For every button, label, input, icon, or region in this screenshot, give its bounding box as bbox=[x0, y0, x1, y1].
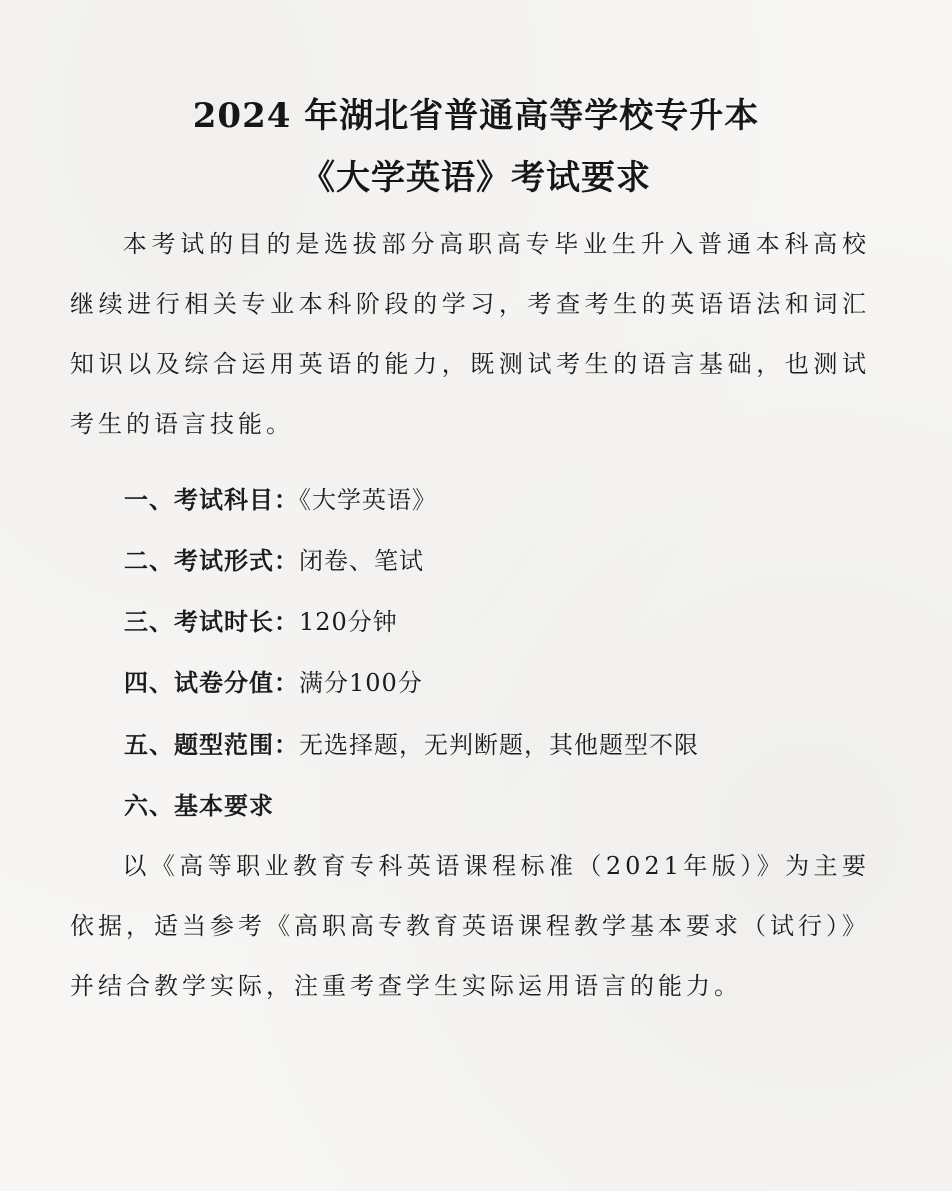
requirements-text: 以《高等职业教育专科英语课程标准（2021年版）》为主要依据，适当参考《高职高专教育英语课程教学基本要求（试行）》并结合教学实际，注重考查学生实际运用语言的能力。 bbox=[70, 852, 870, 1000]
intro-text: 本考试的目的是选拔部分高职高专毕业生升入普通本科高校继续进行相关专业本科阶段的学习，考查考生的英语语法和词汇知识以及综合运用英语的能力，既测试考生的语言基础，也测试考生的语言技能。 bbox=[70, 230, 870, 438]
exam-subject-label: 一、考试科目： bbox=[124, 485, 299, 514]
requirements-paragraph bbox=[70, 836, 870, 1016]
exam-subject-item bbox=[124, 480, 437, 515]
exam-duration-label: 三、考试时长： bbox=[124, 607, 299, 636]
exam-format-value: 闭卷、笔试 bbox=[299, 547, 424, 575]
exam-score-value: 满分100分 bbox=[299, 669, 423, 697]
basic-requirements-label: 六、基本要求 bbox=[124, 791, 274, 820]
basic-requirements-item bbox=[124, 786, 274, 821]
exam-duration-value: 120分钟 bbox=[299, 608, 398, 636]
question-types-label: 五、题型范围： bbox=[124, 730, 299, 759]
intro-paragraph bbox=[70, 214, 870, 454]
question-types-item bbox=[124, 725, 699, 760]
question-types-value: 无选择题，无判断题，其他题型不限 bbox=[299, 731, 699, 759]
exam-score-label: 四、试卷分值： bbox=[124, 668, 299, 697]
exam-duration-item bbox=[124, 602, 398, 637]
document-title-line1: 2024 年湖北省普通高等学校专升本 bbox=[192, 96, 760, 136]
exam-format-label: 二、考试形式： bbox=[124, 546, 299, 575]
document-title-line2: 《大学英语》考试要求 bbox=[301, 158, 651, 198]
exam-subject-value: 《大学英语》 bbox=[299, 486, 437, 514]
exam-score-item bbox=[124, 663, 423, 698]
exam-format-item bbox=[124, 541, 424, 576]
